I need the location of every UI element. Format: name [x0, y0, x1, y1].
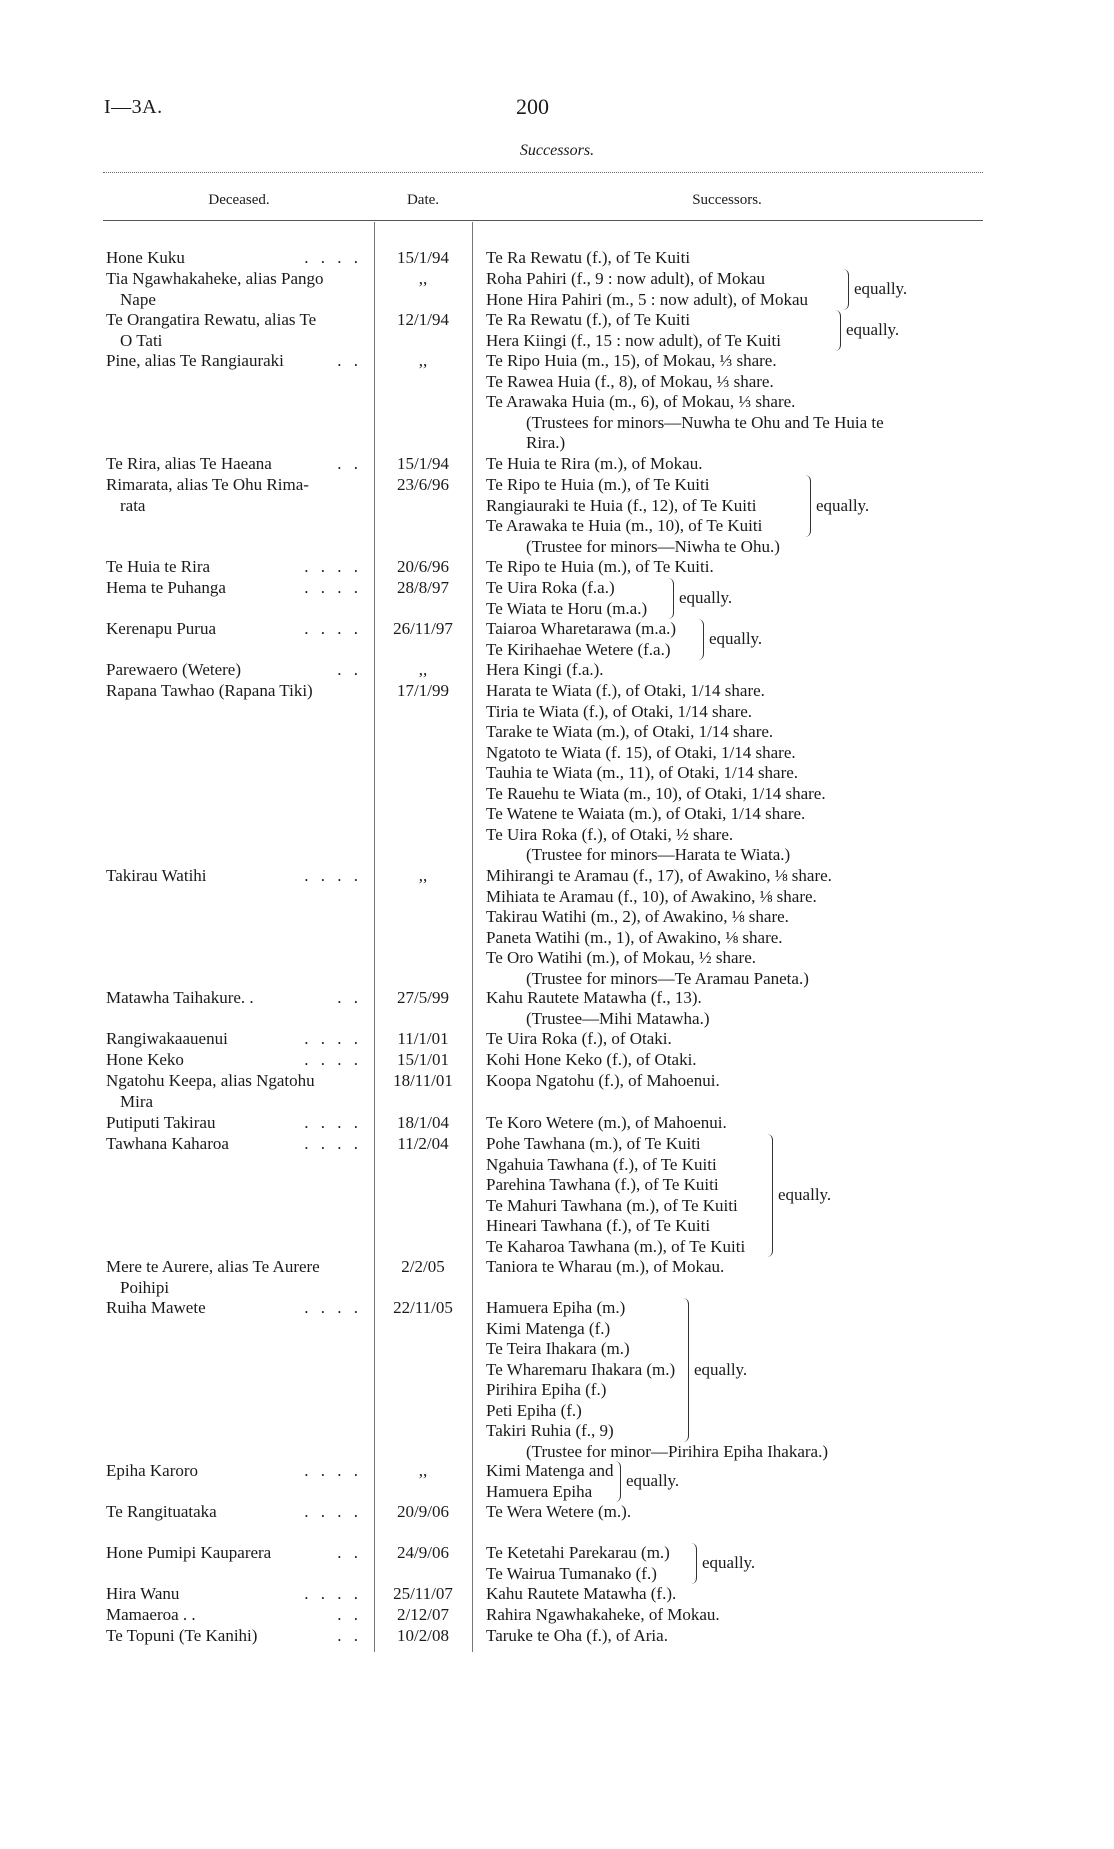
- dot-leader: . . . .: [304, 619, 362, 638]
- successor-group: [486, 578, 976, 619]
- successor-line: Te Ripo te Huia (m.), of Te Kuiti: [486, 475, 710, 494]
- group-note: equally.: [709, 629, 763, 649]
- date-cell: 18/1/04: [397, 1113, 449, 1132]
- successor-line: Hamuera Epiha (m.): [486, 1298, 626, 1317]
- successor-line: Te Oro Watihi (m.), of Mokau, ½ share.: [486, 948, 757, 967]
- successor-group: [486, 269, 976, 310]
- successor-line: Te Wiata te Horu (m.a.): [486, 598, 648, 618]
- successor-line: Hone Hira Pahiri (m., 5 : now adult), of Mokau: [486, 289, 808, 309]
- successors-cell: [486, 1584, 976, 1605]
- dot-leader: . .: [337, 660, 362, 679]
- group-note: equally.: [778, 1185, 832, 1205]
- successor-line: Roha Pahiri (f., 9 : now adult), of Mokau: [486, 269, 766, 288]
- trustee-note: (Trustee—Mihi Matawha.): [526, 1008, 710, 1028]
- successor-line: Te Wharemaru Ihakara (m.): [486, 1359, 676, 1379]
- successor-group: [486, 1626, 976, 1647]
- successor-group: [486, 866, 976, 969]
- successor-group: [486, 1029, 976, 1050]
- dot-leader: . . . .: [304, 1461, 362, 1480]
- group-brace: [682, 1298, 689, 1442]
- successor-line: Te Huia te Rira (m.), of Mokau.: [486, 454, 703, 473]
- deceased-name: [106, 681, 368, 702]
- successor-line: Te Koro Wetere (m.), of Mahoenui.: [486, 1113, 727, 1132]
- successor-line: Kahu Rautete Matawha (f.).: [486, 1584, 677, 1603]
- successor-line: Takirau Watihi (m., 2), of Awakino, ⅛ share.: [486, 907, 789, 926]
- date-cell: 22/11/05: [393, 1298, 453, 1317]
- successor-group: [486, 557, 976, 578]
- group-note: equally.: [816, 495, 870, 515]
- successor-line: Te Ripo Huia (m., 15), of Mokau, ⅓ share.: [486, 351, 777, 370]
- deceased-name-line: Rapana Tawhao (Rapana Tiki): [106, 681, 313, 700]
- successor-group: [486, 1543, 976, 1584]
- deceased-name-line: Parewaero (Wetere): [106, 660, 242, 679]
- successor-line: Ngahuia Tawhana (f.), of Te Kuiti: [486, 1154, 717, 1174]
- successors-cell: [486, 1050, 976, 1071]
- deceased-name-line: Hone Keko: [106, 1050, 184, 1069]
- deceased-name-line: Mamaeroa . .: [106, 1605, 196, 1624]
- successor-line: Takiri Ruhia (f., 9): [486, 1421, 614, 1440]
- successor-line: Parehina Tawhana (f.), of Te Kuiti: [486, 1175, 719, 1194]
- date-cell: 10/2/08: [397, 1626, 449, 1645]
- date-cell: 11/2/04: [397, 1134, 449, 1153]
- successor-group: [486, 1605, 976, 1626]
- deceased-name: [106, 248, 368, 269]
- deceased-name-line: Rimarata, alias Te Ohu Rima-: [106, 475, 309, 494]
- successors-cell: [486, 1543, 976, 1584]
- successor-line: Te Arawaka Huia (m., 6), of Mokau, ⅓ share.: [486, 392, 796, 411]
- date-cell: ,,: [418, 866, 428, 885]
- successor-line: Te Wairua Tumanako (f.): [486, 1563, 657, 1583]
- successor-line: Rahira Ngawhakaheke, of Mokau.: [486, 1605, 720, 1624]
- deceased-name: [106, 475, 368, 516]
- successors-cell: [486, 475, 976, 557]
- column-header-deceased: Deceased.: [208, 192, 270, 208]
- successor-line: Rangiauraki te Huia (f., 12), of Te Kuiti: [486, 495, 757, 515]
- page-reference: I—3A.: [104, 96, 163, 118]
- successors-cell: [486, 454, 976, 475]
- successor-group: [486, 454, 976, 475]
- deceased-name: [106, 1298, 368, 1319]
- dot-leader: . . . .: [304, 1134, 362, 1153]
- successor-line: Tauhia te Wiata (m., 11), of Otaki, 1/14 share.: [486, 763, 799, 782]
- successor-line: Kimi Matenga (f.): [486, 1318, 611, 1338]
- deceased-name-continuation: Mira: [120, 1091, 154, 1111]
- date-cell: 11/1/01: [397, 1029, 449, 1048]
- group-brace: [667, 578, 674, 619]
- successors-cell: [486, 1502, 976, 1523]
- dot-leader: . .: [337, 351, 362, 370]
- group-brace: [697, 619, 704, 660]
- deceased-name: [106, 1626, 368, 1647]
- deceased-name: [106, 578, 368, 599]
- date-cell: 15/1/94: [397, 454, 449, 473]
- deceased-name: [106, 1050, 368, 1071]
- dot-leader: . .: [337, 454, 362, 473]
- deceased-name: [106, 269, 368, 310]
- dot-leader: . . . .: [304, 578, 362, 597]
- deceased-name: [106, 1605, 368, 1626]
- deceased-name: [106, 1502, 368, 1523]
- successors-cell: [486, 988, 976, 1029]
- successor-line: Hera Kiingi (f., 15 : now adult), of Te Kuiti: [486, 330, 781, 350]
- date-cell: 15/1/94: [397, 248, 449, 267]
- successor-line: Taniora te Wharau (m.), of Mokau.: [486, 1257, 725, 1276]
- deceased-name: [106, 1113, 368, 1134]
- successor-line: Tiria te Wiata (f.), of Otaki, 1/14 share.: [486, 701, 753, 721]
- group-brace: [766, 1134, 773, 1257]
- trustee-note: (Trustee for minors—Te Aramau Paneta.): [526, 968, 809, 988]
- successor-group: [486, 1298, 976, 1442]
- successor-line: Te Wera Wetere (m.).: [486, 1502, 632, 1521]
- deceased-name: [106, 351, 368, 372]
- successor-line: Taiaroa Wharetarawa (m.a.): [486, 619, 677, 638]
- deceased-name-line: Kerenapu Purua: [106, 619, 216, 638]
- deceased-name: [106, 1584, 368, 1605]
- successor-line: Peti Epiha (f.): [486, 1400, 582, 1420]
- deceased-name-line: Hone Pumipi Kauparera: [106, 1543, 272, 1562]
- deceased-name: [106, 1029, 368, 1050]
- group-note: equally.: [702, 1553, 756, 1573]
- deceased-name-line: Ruiha Mawete: [106, 1298, 206, 1317]
- successor-line: Paneta Watihi (m., 1), of Awakino, ⅛ share.: [486, 927, 783, 947]
- deceased-name-line: Mere te Aurere, alias Te Aurere: [106, 1257, 320, 1276]
- successor-group: [486, 1257, 976, 1278]
- successor-group: [486, 351, 976, 413]
- successors-cell: [486, 660, 976, 681]
- successor-line: Mihiata te Aramau (f., 10), of Awakino, ⅛ share.: [486, 886, 817, 906]
- group-note: equally.: [679, 588, 733, 608]
- successors-cell: [486, 1134, 976, 1257]
- group-note: equally.: [626, 1471, 680, 1491]
- deceased-name: [106, 310, 368, 351]
- deceased-name: [106, 1461, 368, 1482]
- dot-leader: . . . .: [304, 1502, 362, 1521]
- successors-cell: [486, 619, 976, 660]
- successor-line: Te Uira Roka (f.), of Otaki, ½ share.: [486, 824, 734, 844]
- successor-line: Te Teira Ihakara (m.): [486, 1339, 630, 1358]
- dot-leader: . . . .: [304, 557, 362, 576]
- deceased-name-line: Tia Ngawhakaheke, alias Pango: [106, 269, 324, 288]
- deceased-name-continuation: rata: [120, 495, 146, 515]
- successor-line: Te Kirihaehae Wetere (f.a.): [486, 639, 671, 659]
- successor-line: Te Kaharoa Tawhana (m.), of Te Kuiti: [486, 1236, 746, 1256]
- date-cell: 23/6/96: [397, 475, 449, 494]
- dot-leader: . .: [337, 1543, 362, 1562]
- deceased-name: [106, 1134, 368, 1155]
- date-cell: ,,: [418, 269, 428, 288]
- date-cell: 24/9/06: [397, 1543, 449, 1562]
- deceased-name: [106, 1071, 368, 1112]
- successors-cell: [486, 866, 976, 989]
- successor-group: [486, 310, 976, 351]
- dot-leader: . . . .: [304, 1029, 362, 1048]
- trustee-note: Rira.): [526, 433, 566, 452]
- deceased-name-continuation: Poihipi: [120, 1277, 170, 1297]
- successor-line: Koopa Ngatohu (f.), of Mahoenui.: [486, 1071, 720, 1090]
- successor-line: Taruke te Oha (f.), of Aria.: [486, 1626, 668, 1645]
- trustee-note: (Trustees for minors—Nuwha te Ohu and Te Huia te: [526, 412, 884, 432]
- date-cell: ,,: [418, 660, 428, 679]
- deceased-name: [106, 988, 368, 1009]
- dot-leader: . .: [337, 1626, 362, 1645]
- page-number: 200: [516, 94, 549, 119]
- successors-cell: [486, 1298, 976, 1462]
- successor-line: Pirihira Epiha (f.): [486, 1380, 607, 1399]
- deceased-name-line: Pine, alias Te Rangiauraki: [106, 351, 284, 370]
- successors-cell: [486, 578, 976, 619]
- successor-line: Te Uira Roka (f.), of Otaki.: [486, 1029, 672, 1048]
- column-header-successors: Successors.: [692, 192, 762, 208]
- successor-line: Kahu Rautete Matawha (f., 13).: [486, 988, 702, 1007]
- deceased-name-line: Tawhana Kaharoa: [106, 1134, 229, 1153]
- date-cell: 20/6/96: [397, 557, 449, 576]
- deceased-name-line: Te Rira, alias Te Haeana: [106, 454, 272, 473]
- successors-cell: [486, 1071, 976, 1092]
- successors-cell: [486, 1029, 976, 1050]
- successor-line: Te Mahuri Tawhana (m.), of Te Kuiti: [486, 1195, 738, 1215]
- date-cell: ,,: [418, 351, 428, 370]
- deceased-name-line: Te Topuni (Te Kanihi): [106, 1626, 258, 1645]
- successors-cell: [486, 1113, 976, 1134]
- successor-line: Kimi Matenga and: [486, 1461, 614, 1480]
- deceased-name: [106, 619, 368, 640]
- group-note: equally.: [854, 279, 908, 299]
- successor-group: [486, 1050, 976, 1071]
- successor-line: Te Arawaka te Huia (m., 10), of Te Kuiti: [486, 516, 763, 535]
- dot-leader: . . . .: [304, 1113, 362, 1132]
- dot-leader: . . . .: [304, 866, 362, 885]
- deceased-name-line: Te Rangituataka: [106, 1502, 217, 1521]
- successor-line: Te Ketetahi Parekarau (m.): [486, 1543, 670, 1562]
- successor-line: Hera Kingi (f.a.).: [486, 660, 604, 679]
- group-note: equally.: [846, 320, 900, 340]
- group-brace: [842, 269, 849, 310]
- successor-group: [486, 1071, 976, 1092]
- successor-group: [486, 1113, 976, 1134]
- date-cell: 17/1/99: [397, 681, 449, 700]
- section-title: Successors.: [519, 142, 595, 159]
- dot-leader: . . . .: [304, 248, 362, 267]
- deceased-name-line: Ngatohu Keepa, alias Ngatohu: [106, 1071, 315, 1090]
- deceased-name-line: Putiputi Takirau: [106, 1113, 216, 1132]
- deceased-name: [106, 660, 368, 681]
- group-note: equally.: [694, 1359, 748, 1379]
- successor-line: Te Rawea Huia (f., 8), of Mokau, ⅓ share.: [486, 371, 774, 391]
- successor-group: [486, 1502, 976, 1523]
- successors-cell: [486, 351, 976, 454]
- dot-leader: . . . .: [304, 1584, 362, 1603]
- group-brace: [690, 1543, 697, 1584]
- successor-line: Tarake te Wiata (m.), of Otaki, 1/14 share.: [486, 722, 774, 741]
- date-cell: 26/11/97: [393, 619, 453, 638]
- successors-cell: [486, 681, 976, 866]
- date-cell: ,,: [418, 1461, 428, 1480]
- successor-line: Kohi Hone Keko (f.), of Otaki.: [486, 1050, 697, 1069]
- successor-line: Mihirangi te Aramau (f., 17), of Awakino, ⅛ share.: [486, 866, 832, 885]
- successors-cell: [486, 310, 976, 351]
- date-cell: 2/12/07: [397, 1605, 449, 1624]
- date-cell: 15/1/01: [397, 1050, 449, 1069]
- successors-cell: [486, 1626, 976, 1647]
- successor-line: Te Ra Rewatu (f.), of Te Kuiti: [486, 248, 691, 267]
- date-cell: 20/9/06: [397, 1502, 449, 1521]
- deceased-name-line: Rangiwakaauenui: [106, 1029, 228, 1048]
- successor-group: [486, 1584, 976, 1605]
- successor-group: [486, 1461, 976, 1502]
- dot-leader: . .: [337, 1605, 362, 1624]
- successor-line: Ngatoto te Wiata (f. 15), of Otaki, 1/14 share.: [486, 742, 796, 762]
- date-cell: 28/8/97: [397, 578, 449, 597]
- deceased-name: [106, 866, 368, 887]
- successor-line: Harata te Wiata (f.), of Otaki, 1/14 share.: [486, 681, 765, 700]
- successor-line: Te Ra Rewatu (f.), of Te Kuiti: [486, 310, 691, 329]
- successors-cell: [486, 1257, 976, 1278]
- deceased-name: [106, 557, 368, 578]
- trustee-note: (Trustee for minors—Niwha te Ohu.): [526, 536, 780, 556]
- successor-line: Pohe Tawhana (m.), of Te Kuiti: [486, 1134, 701, 1153]
- deceased-name-line: Matawha Taihakure. .: [106, 988, 254, 1007]
- successor-line: Te Rauehu te Wiata (m., 10), of Otaki, 1/14 share.: [486, 783, 826, 803]
- dot-leader: . . . .: [304, 1298, 362, 1317]
- date-cell: 27/5/99: [397, 988, 449, 1007]
- deceased-name: [106, 1543, 368, 1564]
- successor-group: [486, 660, 976, 681]
- deceased-name-continuation: O Tati: [120, 330, 163, 350]
- successors-cell: [486, 557, 976, 578]
- successor-group: [486, 1134, 976, 1257]
- deceased-name-continuation: Nape: [120, 289, 156, 309]
- successors-cell: [486, 269, 976, 310]
- date-cell: 2/2/05: [401, 1257, 445, 1276]
- successor-group: [486, 988, 976, 1009]
- successors-cell: [486, 248, 976, 269]
- successor-line: Te Ripo te Huia (m.), of Te Kuiti.: [486, 557, 714, 576]
- deceased-name-line: Takirau Watihi: [106, 866, 207, 885]
- group-brace: [834, 310, 841, 351]
- trustee-note: (Trustee for minors—Harata te Wiata.): [526, 845, 791, 864]
- deceased-name: [106, 454, 368, 475]
- deceased-name-line: Te Huia te Rira: [106, 557, 211, 576]
- column-header-date: Date.: [406, 192, 440, 208]
- successor-group: [486, 248, 976, 269]
- successor-line: Hamuera Epiha: [486, 1481, 593, 1501]
- successor-group: [486, 619, 976, 660]
- successor-group: [486, 681, 976, 845]
- group-brace: [614, 1461, 621, 1502]
- deceased-name-line: Hema te Puhanga: [106, 578, 226, 597]
- successor-line: Hineari Tawhana (f.), of Te Kuiti: [486, 1216, 711, 1235]
- deceased-name-line: Te Orangatira Rewatu, alias Te: [106, 310, 317, 329]
- deceased-name-line: Hira Wanu: [106, 1584, 180, 1603]
- dot-leader: . . . .: [304, 1050, 362, 1069]
- successor-group: [486, 475, 976, 537]
- successor-line: Te Watene te Waiata (m.), of Otaki, 1/14 share.: [486, 804, 806, 823]
- successor-line: Te Uira Roka (f.a.): [486, 578, 615, 597]
- date-cell: 25/11/07: [393, 1584, 453, 1603]
- dot-leader: . .: [337, 988, 362, 1007]
- successors-cell: [486, 1605, 976, 1626]
- date-cell: 12/1/94: [397, 310, 449, 329]
- trustee-note: (Trustee for minor—Pirihira Epiha Ihakara.): [526, 1441, 828, 1461]
- group-brace: [804, 475, 811, 537]
- deceased-name: [106, 1257, 368, 1298]
- date-cell: 18/11/01: [393, 1071, 453, 1090]
- deceased-name-line: Hone Kuku: [106, 248, 185, 267]
- deceased-name-line: Epiha Karoro: [106, 1461, 199, 1480]
- successors-cell: [486, 1461, 976, 1502]
